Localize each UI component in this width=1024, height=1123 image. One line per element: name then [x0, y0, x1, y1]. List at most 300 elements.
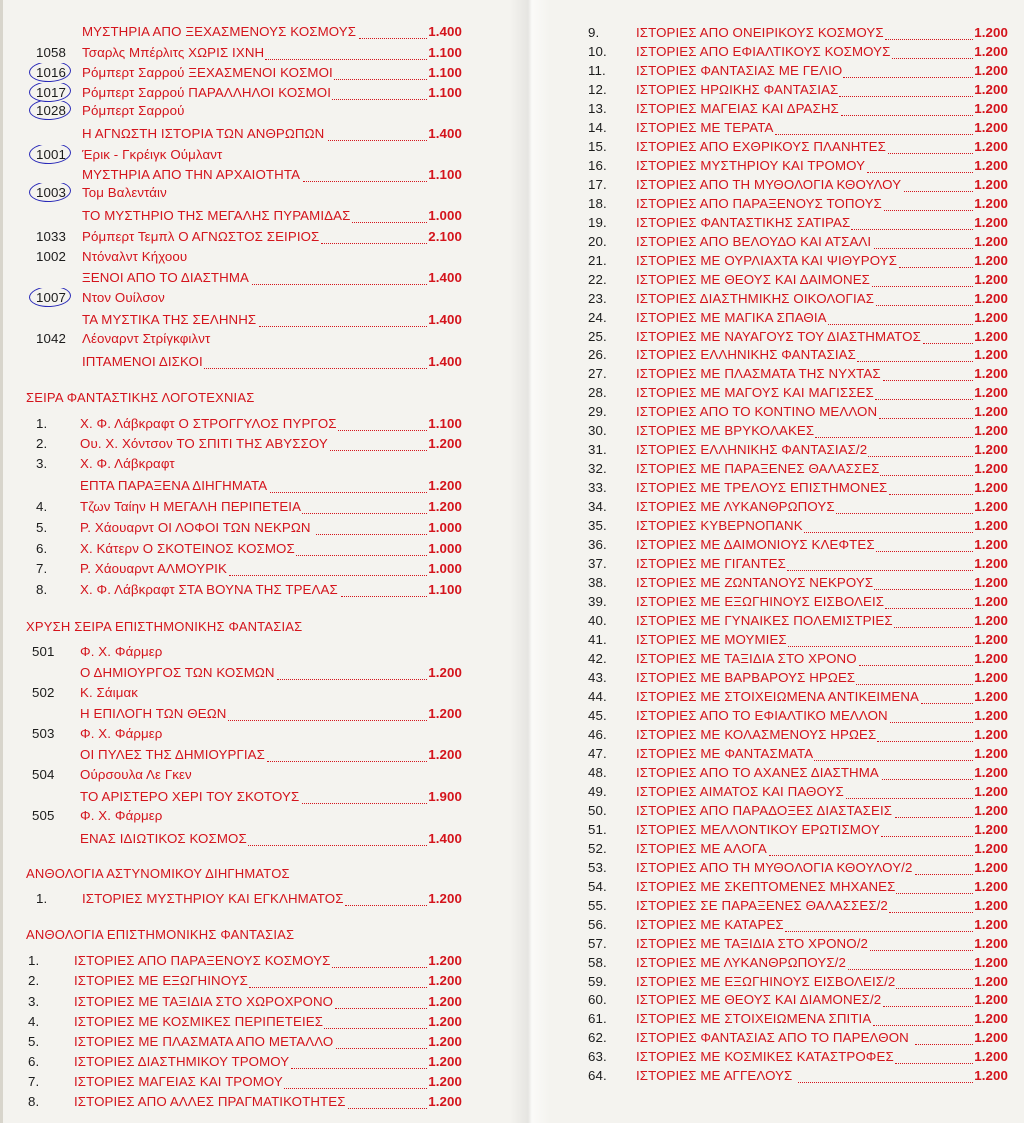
item-title: ΙΣΤΟΡΙΕΣ ΦΑΝΤΑΣΙΑΣ ΑΠΟ ΤΟ ΠΑΡΕΛΘΟΝ: [636, 1030, 909, 1046]
item-price: 1.400: [428, 24, 462, 39]
item-title: Ντόναλντ Κήχοου: [82, 249, 188, 264]
list-item: [0, 124, 510, 144]
item-number: 32.: [588, 461, 607, 477]
list-item: [548, 801, 1024, 821]
dot-leader: [787, 554, 973, 571]
dot-leader: [228, 704, 428, 721]
list-item: [0, 227, 510, 247]
item-price: 1.200: [428, 1074, 462, 1089]
item-title: ΙΣΤΟΡΙΕΣ ΚΥΒΕΡΝΟΠΑΝΚ: [636, 518, 803, 534]
item-title: Χ. Φ. Λάβκραφτ: [80, 456, 175, 471]
item-number: 11.: [588, 62, 606, 78]
list-item: [548, 782, 1024, 802]
dot-leader: [841, 99, 974, 116]
item-price: 1.200: [428, 1014, 462, 1029]
list-item: [0, 518, 510, 538]
list-item: [548, 706, 1024, 726]
item-price: 1.200: [974, 157, 1008, 173]
list-item: [0, 247, 510, 267]
item-title: ΙΣΤΟΡΙΕΣ ΜΕ ΛΥΚΑΝΘΡΩΠΟΥΣ: [636, 499, 835, 515]
item-number: 1033: [36, 229, 66, 244]
item-title: ΞΕΝΟΙ ΑΠΟ ΤΟ ΔΙΑΣΤΗΜΑ: [82, 270, 249, 285]
dot-leader: [332, 83, 427, 100]
item-title: Τζων Ταίην Η ΜΕΓΑΛΗ ΠΕΡΙΠΕΤΕΙΑ: [80, 499, 302, 514]
list-item: [0, 454, 510, 474]
dot-leader: [885, 23, 973, 40]
item-price: 1.200: [974, 195, 1008, 211]
dot-leader: [874, 573, 973, 590]
list-item: [548, 573, 1024, 593]
list-item: [0, 145, 510, 165]
item-price: 1.200: [974, 461, 1008, 477]
list-item: [548, 345, 1024, 365]
item-number: 40.: [588, 613, 607, 629]
item-number: 22.: [588, 271, 607, 287]
dot-leader: [874, 232, 974, 249]
list-item: [548, 383, 1024, 403]
dot-leader: [229, 559, 428, 576]
item-title: ΙΣΤΟΡΙΕΣ ΜΥΣΤΗΡΙΟΥ ΚΑΙ ΕΓΚΛΗΜΑΤΟΣ: [82, 891, 344, 906]
item-number: 19.: [588, 214, 607, 230]
item-price: 1.100: [428, 45, 462, 60]
dot-leader: [896, 877, 973, 894]
dot-leader: [785, 915, 973, 932]
item-title: ΙΣΤΟΡΙΕΣ ΜΕ ΠΛΑΣΜΑΤΑ ΤΗΣ ΝΥΧΤΑΣ: [636, 366, 881, 382]
item-title: ΙΣΤΟΡΙΕΣ ΜΕ ΝΑΥΑΓΟΥΣ ΤΟΥ ΔΙΑΣΤΗΜΑΤΟΣ: [636, 328, 921, 344]
dot-leader: [881, 820, 973, 837]
item-number: 502: [32, 685, 55, 700]
item-title: ΙΣΤΟΡΙΕΣ ΑΠΟ ΤΟ ΚΟΝΤΙΝΟ ΜΕΛΛΟΝ: [636, 404, 878, 420]
list-item: [0, 1032, 510, 1052]
page-fold: [510, 0, 550, 1123]
item-number: 2.: [36, 436, 48, 451]
item-price: 1.200: [974, 385, 1008, 401]
item-number: 4.: [36, 499, 48, 514]
dot-leader: [316, 518, 427, 535]
item-price: 1.200: [974, 442, 1008, 458]
dot-leader: [873, 1009, 973, 1026]
dot-leader: [328, 124, 427, 141]
item-price: 1.000: [428, 520, 462, 535]
item-number: 23.: [588, 290, 607, 306]
item-number: 1.: [36, 891, 48, 906]
list-item: [548, 289, 1024, 309]
list-item: [0, 889, 510, 909]
item-price: 1.200: [974, 688, 1008, 704]
item-price: 1.000: [428, 561, 462, 576]
section-heading: ΣΕΙΡΑ ΦΑΝΤΑΣΤΙΚΗΣ ΛΟΓΟΤΕΧΝΙΑΣ: [26, 390, 255, 405]
list-item: [0, 971, 510, 991]
dot-leader: [870, 934, 973, 951]
list-item: [548, 1047, 1024, 1067]
list-item: [548, 23, 1024, 43]
dot-leader: [359, 22, 428, 39]
item-number: 42.: [588, 651, 607, 666]
list-item: [0, 829, 510, 849]
item-title: ΙΣΤΟΡΙΕΣ ΜΕ ΠΑΡΑΞΕΝΕΣ ΘΑΛΑΣΣΕΣ: [636, 461, 880, 477]
item-title: ΙΣΤΟΡΙΕΣ ΑΠΟ ΠΑΡΑΞΕΝΟΥΣ ΚΟΣΜΟΥΣ: [74, 953, 331, 968]
list-item: [0, 476, 510, 496]
item-price: 1.200: [974, 840, 1008, 856]
item-price: 1.200: [974, 480, 1008, 496]
list-item: [0, 1072, 510, 1092]
item-title: ΙΣΤΟΡΙΕΣ ΕΛΛΗΝΙΚΗΣ ΦΑΝΤΑΣΙΑΣ: [636, 347, 856, 363]
item-number: 1058: [36, 45, 66, 60]
list-item: [548, 364, 1024, 384]
item-title: ΟΙ ΠΥΛΕΣ ΤΗΣ ΔΗΜΙΟΥΡΓΙΑΣ: [80, 747, 265, 762]
dot-leader: [915, 858, 973, 875]
item-title: Χ. Φ. Λάβκραφτ ΣΤΑ ΒΟΥΝΑ ΤΗΣ ΤΡΕΛΑΣ: [80, 582, 338, 597]
item-title: ΙΣΤΟΡΙΕΣ ΣΕ ΠΑΡΑΞΕΝΕΣ ΘΑΛΑΣΣΕΣ/2: [636, 897, 888, 913]
list-item: [548, 118, 1024, 138]
item-price: 1.100: [428, 416, 462, 431]
item-title: ΙΣΤΟΡΙΕΣ ΜΕ ΤΕΡΑΤΑ: [636, 119, 774, 135]
item-number: 20.: [588, 233, 607, 249]
dot-leader: [341, 580, 427, 597]
item-number: 37.: [588, 556, 607, 572]
dot-leader: [894, 611, 974, 628]
item-price: 1.200: [428, 994, 462, 1009]
item-title: ΙΣΤΟΡΙΕΣ ΑΠΟ ΤΗ ΜΥΘΟΛΟΓΙΑ ΚΘΟΥΛΟΥ: [636, 176, 902, 192]
item-price: 1.200: [428, 478, 462, 493]
item-number: 26.: [588, 347, 607, 363]
list-item: [0, 22, 510, 42]
item-title: ΙΣΤΟΡΙΕΣ ΜΕ ΤΑΞΙΔΙΑ ΣΤΟ ΧΡΟΝΟ: [636, 651, 857, 666]
item-price: 1.200: [974, 518, 1008, 534]
item-price: 2.100: [428, 229, 462, 244]
dot-leader: [338, 414, 427, 431]
item-price: 1.200: [974, 726, 1008, 742]
item-number: 43.: [588, 669, 607, 685]
item-price: 1.200: [974, 594, 1008, 610]
item-title: ΙΣΤΟΡΙΕΣ ΦΑΝΤΑΣΙΑΣ ΜΕ ΓΕΛΙΟ: [636, 62, 843, 78]
dot-leader: [857, 345, 973, 362]
list-item: [548, 668, 1024, 688]
item-price: 1.200: [974, 176, 1008, 192]
item-price: 1.200: [974, 214, 1008, 230]
item-price: 1.200: [974, 1030, 1008, 1046]
item-number: 46.: [588, 726, 607, 742]
dot-leader: [839, 80, 973, 97]
item-price: 1.200: [974, 916, 1008, 932]
item-title: Χ. Κάτερν Ο ΣΚΟΤΕΙΝΟΣ ΚΟΣΜΟΣ: [80, 541, 295, 556]
dot-leader: [896, 972, 973, 989]
item-number: 1042: [36, 331, 66, 346]
item-number: 501: [32, 644, 55, 659]
item-price: 1.200: [974, 878, 1008, 894]
item-number: 28.: [588, 385, 607, 401]
item-number: 1002: [36, 249, 66, 264]
list-item: [0, 663, 510, 683]
item-number: 21.: [588, 252, 607, 268]
list-item: [0, 724, 510, 744]
dot-leader: [332, 951, 427, 968]
list-item: [548, 270, 1024, 290]
item-price: 1.200: [974, 992, 1008, 1008]
item-number: 2.: [28, 973, 40, 988]
item-number: 8.: [36, 582, 48, 597]
item-price: 1.200: [974, 62, 1008, 78]
list-item: [548, 877, 1024, 897]
item-title: ΙΣΤΟΡΙΕΣ ΗΡΩΙΚΗΣ ΦΑΝΤΑΣΙΑΣ: [636, 81, 839, 97]
section-heading: ΧΡΥΣΗ ΣΕΙΡΑ ΕΠΙΣΤΗΜΟΝΙΚΗΣ ΦΑΝΤΑΣΙΑΣ: [26, 619, 303, 634]
list-item: [0, 434, 510, 454]
item-price: 1.400: [428, 270, 462, 285]
item-title: ΙΣΤΟΡΙΕΣ ΜΕ ΚΟΣΜΙΚΕΣ ΠΕΡΙΠΕΤΕΙΕΣ: [74, 1014, 324, 1029]
item-price: 1.400: [428, 312, 462, 327]
list-item: [548, 1028, 1024, 1048]
dot-leader: [848, 953, 974, 970]
item-price: 1.100: [428, 65, 462, 80]
item-number: 8.: [28, 1094, 40, 1109]
item-number: 14.: [588, 119, 607, 135]
item-price: 1.200: [974, 669, 1008, 685]
item-price: 1.200: [974, 25, 1008, 40]
dot-leader: [890, 706, 973, 723]
item-price: 1.200: [974, 347, 1008, 363]
list-item: [548, 554, 1024, 574]
list-item: [548, 516, 1024, 536]
item-number: 1016: [36, 65, 66, 80]
list-item: [548, 213, 1024, 233]
item-number: 35.: [588, 518, 607, 534]
item-price: 1.200: [974, 404, 1008, 420]
item-number: 9.: [588, 25, 600, 40]
dot-leader: [804, 516, 974, 533]
item-number: 505: [32, 808, 55, 823]
item-number: 54.: [588, 878, 607, 894]
list-item: [548, 630, 1024, 650]
dot-leader: [775, 118, 974, 135]
list-item: [548, 421, 1024, 441]
item-number: 1001: [36, 147, 66, 162]
item-number: 55.: [588, 897, 607, 913]
item-title: ΙΠΤΑΜΕΝΟΙ ΔΙΣΚΟΙ: [82, 354, 203, 369]
item-title: ΙΣΤΟΡΙΕΣ ΑΠΟ ΟΝΕΙΡΙΚΟΥΣ ΚΟΣΜΟΥΣ: [636, 25, 884, 40]
item-price: 1.000: [428, 208, 462, 223]
list-item: [0, 559, 510, 579]
dot-leader: [836, 497, 973, 514]
item-price: 1.400: [428, 831, 462, 846]
item-number: 44.: [588, 688, 607, 704]
item-title: ΙΣΤΟΡΙΕΣ ΜΕ ΒΡΥΚΟΛΑΚΕΣ: [636, 423, 815, 439]
item-price: 1.200: [974, 1011, 1008, 1027]
item-price: 1.200: [974, 423, 1008, 439]
item-number: 51.: [588, 821, 607, 837]
item-number: 17.: [588, 176, 607, 192]
item-number: 16.: [588, 157, 607, 173]
list-item: [548, 1066, 1024, 1086]
item-number: 15.: [588, 138, 607, 154]
item-price: 1.200: [974, 821, 1008, 837]
item-number: 1.: [28, 953, 40, 968]
item-price: 1.200: [974, 707, 1008, 723]
item-title: Ρόμπερτ Σαρρού ΞΕΧΑΣΜΕΝΟΙ ΚΟΣΜΟΙ: [82, 65, 333, 80]
item-title: ΙΣΤΟΡΙΕΣ ΜΕ ΑΛΟΓΑ: [636, 840, 767, 856]
item-title: ΙΣΤΟΡΙΕΣ ΜΕ ΣΚΕΠΤΟΜΕΝΕΣ ΜΗΧΑΝΕΣ: [636, 878, 896, 894]
item-price: 1.200: [974, 252, 1008, 268]
list-item: [0, 539, 510, 559]
dot-leader: [296, 539, 427, 556]
list-item: [0, 1052, 510, 1072]
item-number: 1017: [36, 85, 66, 100]
item-title: ΙΣΤΟΡΙΕΣ ΑΠΟ ΤΗ ΜΥΘΟΛΟΓΙΑ ΚΘΟΥΛΟΥ/2: [636, 859, 913, 875]
dot-leader: [883, 364, 974, 381]
item-title: ΙΣΤΟΡΙΕΣ ΜΕ ΕΞΩΓΗΙΝΟΥΣ: [74, 973, 249, 988]
list-item: [548, 687, 1024, 707]
item-title: ΙΣΤΟΡΙΕΣ ΑΠΟ ΠΑΡΑΔΟΞΕΣ ΔΙΑΣΤΑΣΕΙΣ: [636, 802, 893, 818]
list-item: [548, 858, 1024, 878]
item-title: ΙΣΤΟΡΙΕΣ ΑΠΟ ΕΧΘΡΙΚΟΥΣ ΠΛΑΝΗΤΕΣ: [636, 138, 886, 154]
list-item: [0, 765, 510, 785]
item-price: 1.200: [974, 745, 1008, 761]
item-price: 1.200: [974, 233, 1008, 249]
item-title: Φ. Χ. Φάρμερ: [80, 808, 163, 823]
dot-leader: [335, 992, 427, 1009]
list-item: [548, 763, 1024, 783]
item-number: 57.: [588, 935, 607, 951]
dot-leader: [248, 829, 427, 846]
item-title: ΙΣΤΟΡΙΕΣ ΜΕ ΘΕΟΥΣ ΚΑΙ ΔΑΙΜΟΝΕΣ: [636, 271, 870, 287]
item-number: 56.: [588, 916, 607, 932]
item-number: 49.: [588, 783, 607, 799]
item-title: Κ. Σάιμακ: [80, 685, 139, 700]
dot-leader: [872, 270, 974, 287]
item-number: 31.: [588, 442, 607, 458]
item-title: Έρικ - Γκρέιγκ Ούμλαντ: [82, 147, 223, 162]
item-number: 5.: [28, 1034, 40, 1049]
item-number: 1.: [36, 416, 48, 431]
item-price: 1.200: [428, 953, 462, 968]
item-title: Ρόμπερτ Τεμπλ Ο ΑΓΝΩΣΤΟΣ ΣΕΙΡΙΟΣ: [82, 229, 320, 244]
item-price: 1.200: [974, 651, 1008, 666]
item-price: 1.200: [428, 665, 462, 680]
section-heading: ΑΝΘΟΛΟΓΙΑ ΑΣΤΥΝΟΜΙΚΟΥ ΔΙΗΓΗΜΑΤΟΣ: [26, 866, 290, 881]
list-item: [548, 156, 1024, 176]
item-price: 1.200: [428, 747, 462, 762]
dot-leader: [888, 137, 974, 154]
list-item: [548, 251, 1024, 271]
item-number: 3.: [36, 456, 48, 471]
item-price: 1.200: [974, 271, 1008, 287]
list-item: [0, 165, 510, 185]
item-title: ΙΣΤΟΡΙΕΣ ΜΕ ΕΞΩΓΗΙΝΟΥΣ ΕΙΣΒΟΛΕΙΣ/2: [636, 973, 896, 989]
item-number: 47.: [588, 745, 607, 761]
item-title: ΙΣΤΟΡΙΕΣ ΑΠΟ ΤΟ ΑΧΑΝΕΣ ΔΙΑΣΤΗΜΑ: [636, 764, 879, 780]
list-item: [548, 915, 1024, 935]
item-number: 12.: [588, 81, 607, 97]
item-price: 1.100: [428, 85, 462, 100]
item-title: ΙΣΤΟΡΙΕΣ ΜΕ ΜΟΥΜΙΕΣ: [636, 632, 787, 648]
dot-leader: [895, 1047, 973, 1064]
item-title: ΙΣΤΟΡΙΕΣ ΜΕ ΜΑΓΙΚΑ ΣΠΑΘΙΑ: [636, 309, 827, 325]
list-item: [0, 580, 510, 600]
dot-leader: [352, 206, 428, 223]
list-item: [548, 972, 1024, 992]
dot-leader: [249, 971, 427, 988]
item-number: 18.: [588, 195, 607, 211]
item-title: ΙΣΤΟΡΙΕΣ ΜΕ ΣΤΟΙΧΕΙΩΜΕΝΑ ΣΠΙΤΙΑ: [636, 1011, 872, 1027]
list-item: [548, 725, 1024, 745]
item-title: Ρόμπερτ Σαρρού ΠΑΡΑΛΛΗΛΟΙ ΚΟΣΜΟΙ: [82, 85, 332, 100]
dot-leader: [895, 801, 974, 818]
list-item: [548, 820, 1024, 840]
item-number: 59.: [588, 973, 607, 989]
item-title: ΙΣΤΟΡΙΕΣ ΑΠΟ ΒΕΛΟΥΔΟ ΚΑΙ ΑΤΣΑΛΙ: [636, 233, 872, 249]
item-number: 60.: [588, 992, 607, 1008]
item-number: 6.: [28, 1054, 40, 1069]
list-item: [548, 194, 1024, 214]
dot-leader: [915, 1028, 974, 1045]
item-price: 1.200: [974, 613, 1008, 629]
item-number: 58.: [588, 954, 607, 970]
list-item: [0, 683, 510, 703]
item-title: ΙΣΤΟΡΙΕΣ ΜΕ ΘΕΟΥΣ ΚΑΙ ΔΙΑΜΟΝΕΣ/2: [636, 992, 882, 1008]
item-title: ΙΣΤΟΡΙΕΣ ΑΠΟ ΕΦΙΑΛΤΙΚΟΥΣ ΚΟΣΜΟΥΣ: [636, 43, 891, 59]
list-item: [548, 459, 1024, 479]
dot-leader: [899, 251, 973, 268]
list-item: [0, 992, 510, 1012]
dot-leader: [330, 434, 427, 451]
item-price: 1.100: [428, 582, 462, 597]
item-title: ΙΣΤΟΡΙΕΣ ΕΛΛΗΝΙΚΗΣ ΦΑΝΤΑΣΙΑΣ/2: [636, 442, 868, 458]
item-title: ΙΣΤΟΡΙΕΣ ΜΕ ΜΑΓΟΥΣ ΚΑΙ ΜΑΓΙΣΣΕΣ: [636, 385, 874, 401]
item-title: ΕΠΤΑ ΠΑΡΑΞΕΝΑ ΔΙΗΓΗΜΑΤΑ: [80, 478, 268, 493]
list-item: [0, 288, 510, 308]
item-number: 53.: [588, 859, 607, 875]
item-title: ΙΣΤΟΡΙΕΣ ΜΕ ΔΑΙΜΟΝΙΟΥΣ ΚΛΕΦΤΕΣ: [636, 537, 875, 553]
list-item: [548, 42, 1024, 62]
list-item: [0, 329, 510, 349]
dot-leader: [334, 63, 427, 80]
list-item: [0, 704, 510, 724]
list-item: [0, 745, 510, 765]
item-title: ΙΣΤΟΡΙΕΣ ΜΕ ΓΥΝΑΙΚΕΣ ΠΟΛΕΜΙΣΤΡΙΕΣ: [636, 613, 893, 629]
dot-leader: [923, 327, 973, 344]
dot-leader: [828, 308, 973, 325]
dot-leader: [303, 165, 427, 182]
dot-leader: [348, 1092, 427, 1109]
list-item: [0, 806, 510, 826]
item-title: ΙΣΤΟΡΙΕΣ ΦΑΝΤΑΣΤΙΚΗΣ ΣΑΤΙΡΑΣ: [636, 214, 851, 230]
item-number: 33.: [588, 480, 607, 496]
item-price: 1.200: [974, 556, 1008, 572]
dot-leader: [876, 289, 973, 306]
item-number: 3.: [28, 994, 40, 1009]
list-item: [548, 440, 1024, 460]
dot-leader: [815, 421, 973, 438]
list-item: [0, 497, 510, 517]
item-title: ΙΣΤΟΡΙΕΣ ΜΕ ΤΡΕΛΟΥΣ ΕΠΙΣΤΗΜΟΝΕΣ: [636, 480, 888, 496]
item-number: 38.: [588, 575, 607, 591]
item-number: 36.: [588, 537, 607, 553]
item-title: ΙΣΤΟΡΙΕΣ ΜΕ ΕΞΩΓΗΙΝΟΥΣ ΕΙΣΒΟΛΕΙΣ: [636, 594, 885, 610]
item-number: 5.: [36, 520, 48, 535]
item-price: 1.200: [974, 309, 1008, 325]
dot-leader: [877, 725, 973, 742]
item-number: 27.: [588, 366, 607, 382]
item-number: 52.: [588, 840, 607, 856]
list-item: [548, 402, 1024, 422]
item-title: ΙΣΤΟΡΙΕΣ ΑΠΟ ΑΛΛΕΣ ΠΡΑΓΜΑΤΙΚΟΤΗΤΕΣ: [74, 1094, 346, 1109]
item-title: Η ΕΠΙΛΟΓΗ ΤΩΝ ΘΕΩΝ: [80, 706, 227, 721]
dot-leader: [904, 175, 973, 192]
item-price: 1.200: [974, 632, 1008, 648]
dot-leader: [879, 402, 973, 419]
list-item: [0, 1012, 510, 1032]
item-number: 45.: [588, 707, 607, 723]
dot-leader: [846, 782, 974, 799]
